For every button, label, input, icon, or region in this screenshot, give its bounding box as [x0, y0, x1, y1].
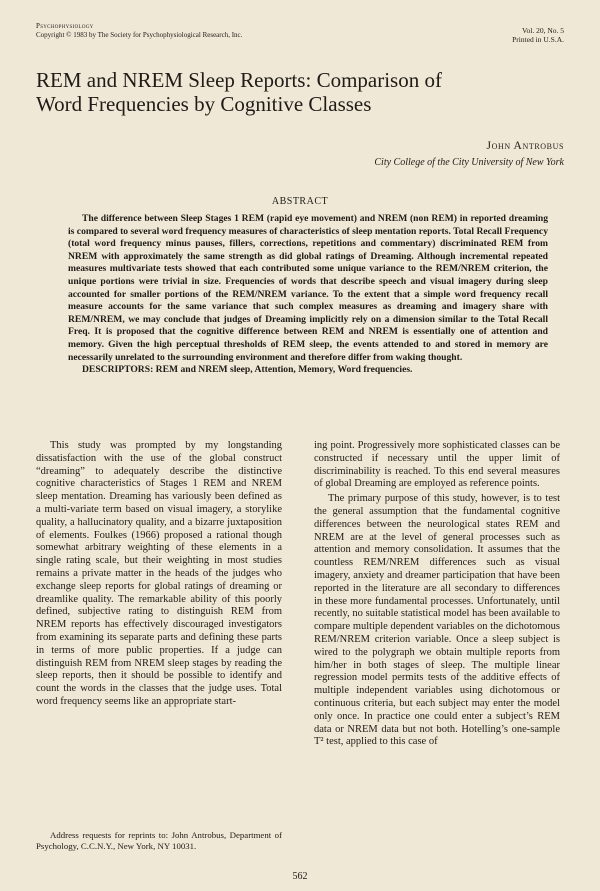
- footnote: [36, 830, 282, 852]
- volume-info: Vol. 20, No. 5: [522, 26, 564, 35]
- body-paragraph: ing point. Progressively more sophisticated classes can be constructed if necessary until the upper limit of discriminability is reached. To this end several measures of global Dreaming are employed as reference points.: [314, 440, 560, 490]
- footnote-text: Address requests for reprints to: John Antrobus, Department of Psychology, C.C.N.Y., New York, NY 10031.: [36, 830, 282, 851]
- abstract-heading: ABSTRACT: [271, 196, 329, 207]
- descriptors: DESCRIPTORS: REM and NREM sleep, Attention, Memory, Word frequencies.: [82, 364, 413, 376]
- body-paragraph: This study was prompted by my longstanding dissatisfaction with the use of the global construct “dreaming” to adequately describe the distinctive cognitive characteristics of Stages 1 REM and NREM sleep mentation. Dreaming has variously been defined as a multi-variate term based on visual imagery, a storylike quality, a hallucinatory quality, and a bizarre juxtaposition of elements. Foulkes (1966) proposed a rational though somewhat arbitrary weighting of these elements in a single rating scale, but their weighting in most studies remains a private matter in the heads of the judges who exchange sleep reports for global ratings of dreaming or dreamlike quality. The remarkable ability of this poorly defined, subjective rating to distinguish REM from NREM reports has effectively discouraged investigators from examining its separate parts and defining these parts in terms of more public properties. If a judge can distinguish REM from NREM sleep stages by reading the sleep reports, then it should be possible to identify and count the words in the classes that the judge uses. Total word frequency seems like an appropriate start-: [36, 440, 282, 707]
- title-line-1: REM and NREM Sleep Reports: Comparison of: [36, 68, 442, 92]
- printed-info: Printed in U.S.A.: [512, 35, 564, 44]
- title-line-2: Word Frequencies by Cognitive Classes: [36, 92, 372, 116]
- running-header-left: [36, 22, 242, 40]
- body-paragraph: The primary purpose of this study, however, is to test the general assumption that the fundamental cognitive differences between the neurological states REM and NREM are at the level of general processes such as attention and memory consolidation. It assumes that the countless REM/NREM differences such as visual imagery, anxiety and dreamer participation that have been reported in the literature are all secondary to differences in these more fundamental processes. Unfortunately, until recently, no suitable statistical model has been available to compare multiple dependent variables on the dichotomous REM/NREM criterion variable. Once a sleep subject is wired to the polygraph we obtain multiple reports from him/her in both stages of sleep. The multiple linear regression model permits tests of the additive effects of multiple independent variables using dichotomous or continuous criteria, but each subject may enter the model only once. In practice one could enter a subject’s REM data or NREM data but not both. Hotelling’s one-sample T² test, applied to this case of: [314, 493, 560, 748]
- abstract-text: The difference between Sleep Stages 1 REM (rapid eye movement) and NREM (non REM) in reported dreaming is compared to several word frequency measures of characteristics of sleep mentation reports. Total Recall Frequency (total word frequency minus pauses, fillers, corrections, repetitions and commentary) discriminated REM from NREM with approximately the same strength as did global ratings of Dreaming. Although incremental repeated measures multivariate tests showed that each contributed some unique variance to the REM/NREM criterion, the unique portions were trivial in size. Frequencies of words that describe speech and visual imagery during sleep accounted for smaller portions of the REM/NREM variance. To the extent that a simple word frequency recall measure accounts for the same variance that such complex measures as dreaming and imagery share with REM/NREM, we may conclude that judges of Dreaming implicitly rely on a dimension similar to the Total Recall Freq. It is proposed that the cognitive difference between REM and NREM is essentially one of attention and memory. Given the high perceptual thresholds of REM sleep, the events attended to and stored in memory are necessarily unrelated to the surrounding environment and therefore differ from waking thought.: [68, 213, 548, 363]
- body-column-left: [36, 440, 282, 709]
- author-name: John Antrobus: [486, 140, 564, 152]
- author-affiliation: City College of the City University of New York: [374, 157, 564, 168]
- copyright-line: Copyright © 1983 by The Society for Psychophysiological Research, Inc.: [36, 31, 243, 39]
- article-title: [36, 68, 556, 116]
- running-header-right: [512, 26, 564, 44]
- body-column-right: [314, 440, 560, 749]
- journal-name: Psychophysiology: [36, 22, 94, 30]
- page-number: 562: [292, 871, 308, 882]
- abstract: [68, 213, 548, 377]
